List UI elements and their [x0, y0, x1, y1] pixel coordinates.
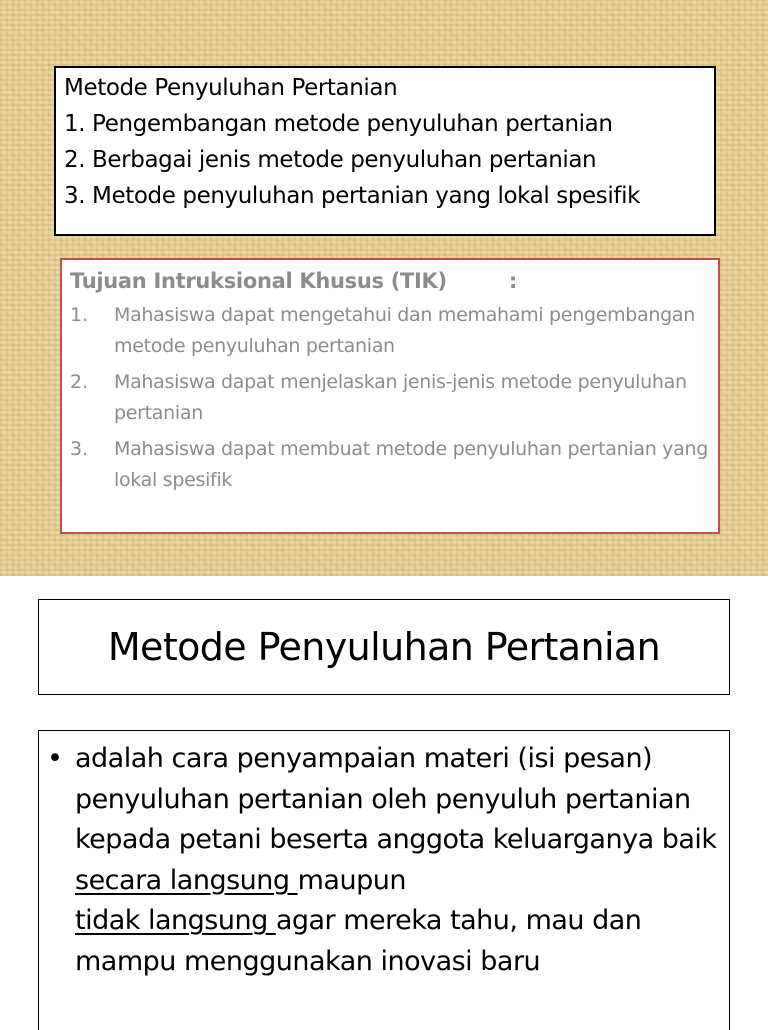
definition-box — [38, 730, 730, 1030]
definition-part-1: adalah cara penyampaian materi (isi pesan) penyuluhan pertanian oleh penyuluh pertanian kepada petani beserta anggota keluarganya baik — [75, 743, 717, 855]
tik-colon: : — [508, 269, 517, 293]
outline-heading: Metode Penyuluhan Pertanian — [64, 75, 398, 101]
outline-box — [54, 66, 716, 236]
definition-text — [75, 739, 721, 982]
tik-title-text: Tujuan Intruksional Khusus (TIK) — [70, 269, 447, 293]
tik-item-number: 3. — [70, 438, 89, 460]
underlined-direct: secara langsung — [75, 864, 298, 896]
bullet-marker: • — [47, 743, 63, 774]
definition-bullet — [47, 739, 721, 982]
tik-item-number: 1. — [70, 304, 89, 326]
outline-item: 2. Berbagai jenis metode penyuluhan pertanian — [64, 147, 597, 173]
tik-box — [60, 258, 720, 534]
slide-2 — [0, 576, 768, 1024]
tik-item — [70, 434, 710, 496]
outline-item: 1. Pengembangan metode penyuluhan pertanian — [64, 111, 613, 137]
outline-item: 3. Metode penyuluhan pertanian yang lokal spesifik — [64, 183, 640, 209]
tik-item-number: 2. — [70, 371, 89, 393]
slide-title: Metode Penyuluhan Pertanian — [107, 625, 661, 669]
tik-item — [70, 367, 710, 429]
definition-part-3: agar mereka tahu, mau dan mampu menggunakan inovasi baru — [75, 905, 642, 977]
tik-list — [70, 300, 710, 496]
tik-item-text: Mahasiswa dapat mengetahui dan memahami pengembangan metode penyuluhan pertanian — [114, 304, 695, 357]
tik-item-text: Mahasiswa dapat membuat metode penyuluhan pertanian yang lokal spesifik — [114, 438, 708, 491]
tik-title — [70, 266, 710, 296]
slide-title-box — [38, 599, 730, 695]
underlined-indirect: tidak langsung — [75, 905, 276, 936]
tik-item — [70, 300, 710, 362]
tik-item-text: Mahasiswa dapat menjelaskan jenis-jenis metode penyuluhan pertanian — [114, 371, 687, 424]
definition-part-2: maupun — [297, 864, 406, 896]
